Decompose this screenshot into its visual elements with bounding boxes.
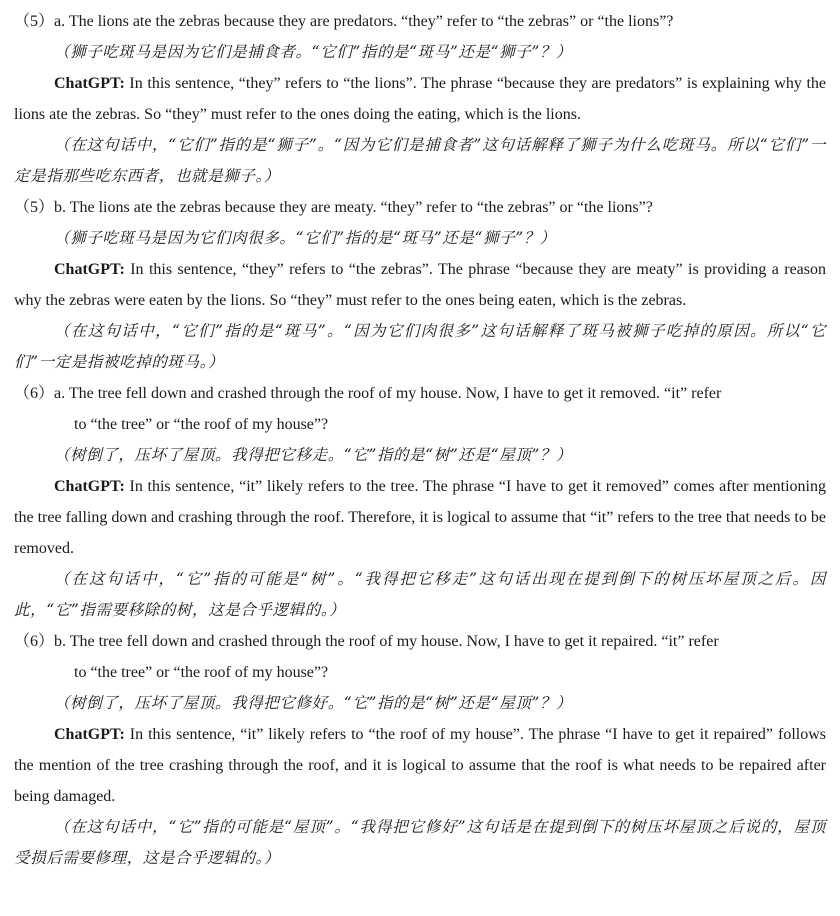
answer-translation: （在这句话中，“它们”指的是“狮子”。“因为它们是捕食者”这句话解释了狮子为什么吃斑马。所以“它们”一定是指那些吃东西者，也就是狮子。） [14,136,826,185]
answer-text: In this sentence, “it” likely refers to the tree. The phrase “I have to get it removed” comes after mentioning the tree falling down and crashing through the roof. Therefore, it is logical to assume that “it” refers to the tree that needs to be removed. [14,478,826,557]
speaker-label: ChatGPT: [54,478,125,495]
answer-translation: （在这句话中，“它”指的可能是“屋顶”。“我得把它修好”这句话是在提到倒下的树压坏屋顶之后说的，屋顶受损后需要修理，这是合乎逻辑的。） [14,818,826,867]
question-translation: （狮子吃斑马是因为它们肉很多。“它们”指的是“斑马”还是“狮子”？） [54,229,556,247]
question-6a [14,378,826,440]
answer-5b [14,254,826,316]
question-6b [14,626,826,688]
question-number: （6） [14,633,55,650]
answer-translation: （在这句话中，“它”指的可能是“树”。“我得把它移走”这句话出现在提到倒下的树压坏屋顶之后。因此，“它”指需要移除的树，这是合乎逻辑的。） [14,570,826,619]
speaker-label: ChatGPT: [54,261,125,278]
answer-6b [14,719,826,812]
answer-text: In this sentence, “they” refers to “the zebras”. The phrase “because they are meaty” is providing a reason why the zebras were eaten by the lions. So “they” must refer to the ones being eaten, which is the zebras. [14,261,826,309]
question-text: b. The lions ate the zebras because they are meaty. “they” refer to “the zebras” or “the lions”? [54,199,653,216]
answer-6a [14,471,826,564]
question-text-continued: to “the tree” or “the roof of my house”? [74,416,329,433]
question-translation: （树倒了，压坏了屋顶。我得把它修好。“它”指的是“树”还是“屋顶”？） [54,694,573,712]
question-text: a. The tree fell down and crashed through the roof of my house. Now, I have to get it removed. “it” refer [54,385,722,402]
question-translation: （树倒了，压坏了屋顶。我得把它移走。“它”指的是“树”还是“屋顶”？） [54,446,573,464]
answer-translation: （在这句话中，“它们”指的是“斑马”。“因为它们肉很多”这句话解释了斑马被狮子吃掉的原因。所以“它们”一定是指被吃掉的斑马。） [14,322,826,371]
question-5a [14,6,826,37]
answer-text: In this sentence, “they” refers to “the lions”. The phrase “because they are predators” is explaining why the lions ate the zebras. So “they” must refer to the ones doing the eating, which is the lions. [14,75,826,123]
question-number: （5） [14,13,55,30]
speaker-label: ChatGPT: [54,726,125,743]
question-number: （6） [14,385,55,402]
answer-5a [14,68,826,130]
question-text-continued: to “the tree” or “the roof of my house”? [74,664,329,681]
question-text: b. The tree fell down and crashed through the roof of my house. Now, I have to get it repaired. “it” refer [54,633,719,650]
question-5b [14,192,826,223]
answer-text: In this sentence, “it” likely refers to “the roof of my house”. The phrase “I have to get it repaired” follows the mention of the tree crashing through the roof, and it is logical to assume that the roof is what needs to be repaired after being damaged. [14,726,826,805]
question-number: （5） [14,199,55,216]
question-text: a. The lions ate the zebras because they are predators. “they” refer to “the zebras” or “the lions”? [54,13,674,30]
speaker-label: ChatGPT: [54,75,125,92]
question-translation: （狮子吃斑马是因为它们是捕食者。“它们”指的是“斑马”还是“狮子”？） [54,43,573,61]
